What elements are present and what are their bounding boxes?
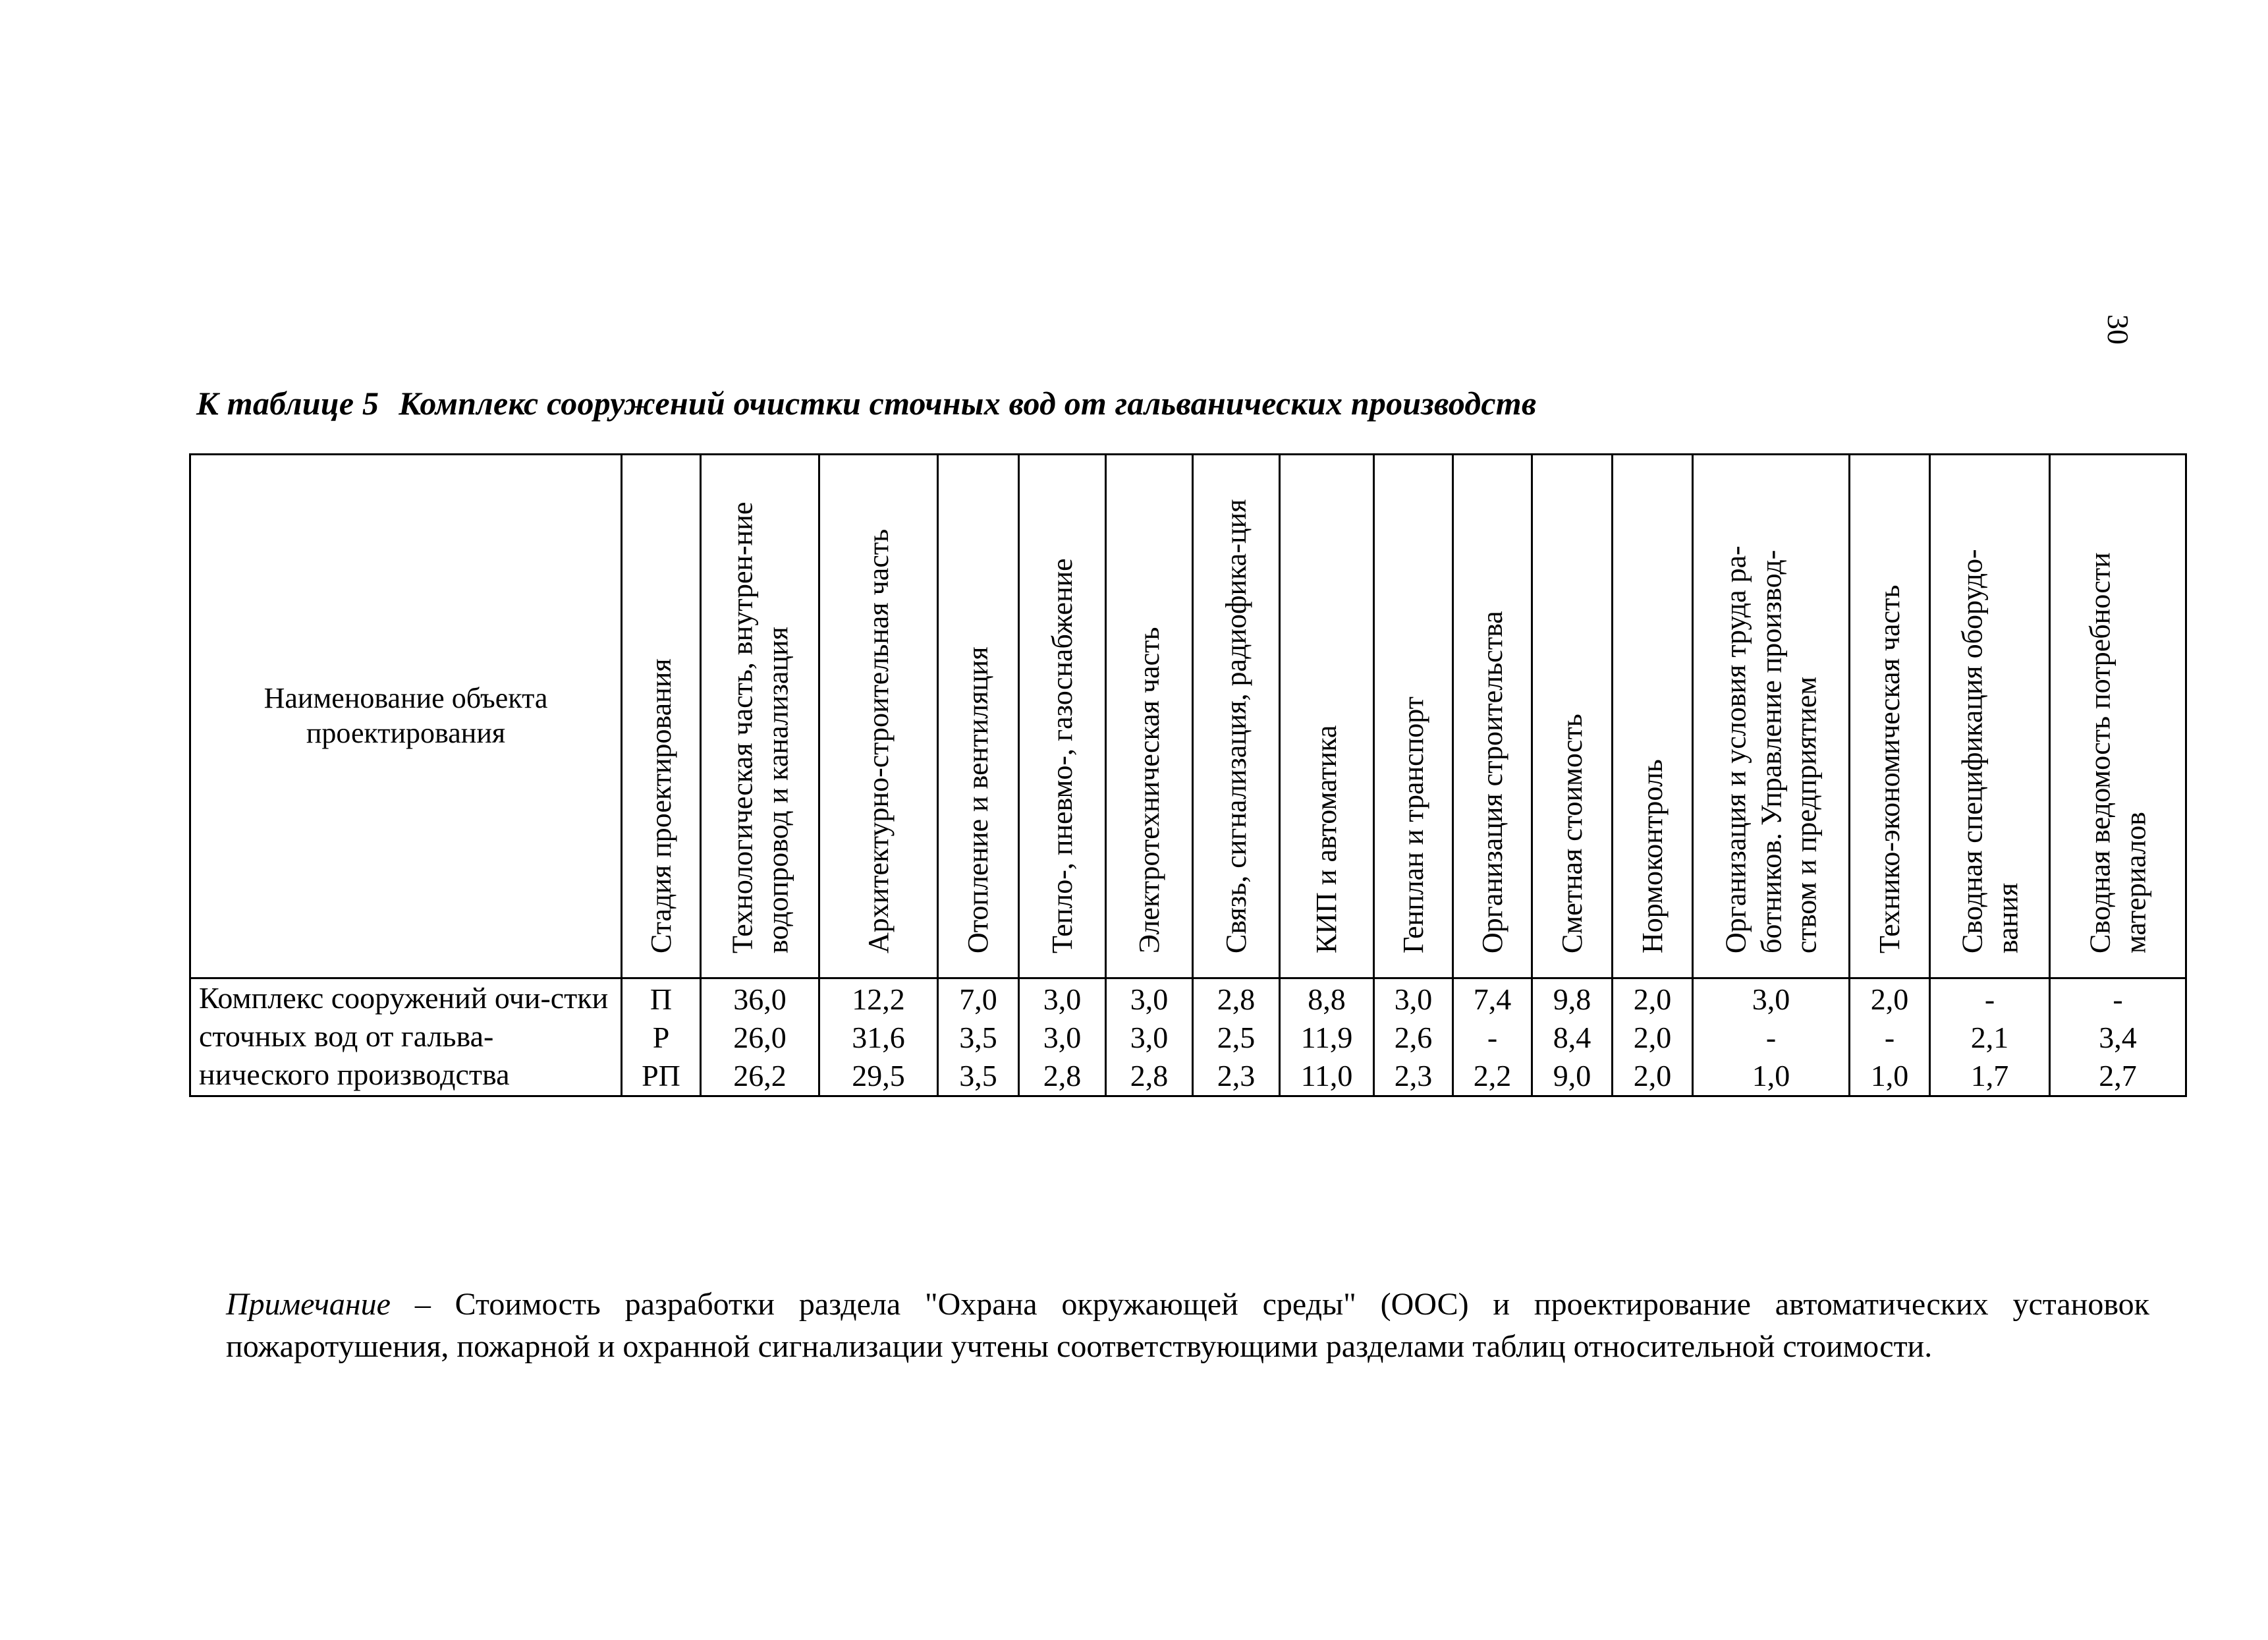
cell-value: 11,9 <box>1300 1021 1353 1054</box>
cell-value: РП <box>642 1059 680 1092</box>
cell-value: 1,7 <box>1970 1059 2009 1092</box>
header-labor-org <box>1693 455 1850 978</box>
header-row <box>190 455 2186 978</box>
header-label: Технико-экономическая часть <box>1873 584 1906 953</box>
cell-value: 2,1 <box>1970 1021 2009 1054</box>
header-heat-gas <box>1019 455 1106 978</box>
cell-value: 3,0 <box>1043 1021 1082 1054</box>
value-cell <box>1106 978 1193 1096</box>
cell-value: 3,0 <box>1394 982 1433 1016</box>
value-cell <box>2050 978 2186 1096</box>
note-label: Примечание <box>226 1287 391 1322</box>
header-label: Стадия проектирования <box>644 658 677 953</box>
cell-value: 11,0 <box>1300 1059 1353 1092</box>
header-materials <box>2050 455 2186 978</box>
cell-value: 2,6 <box>1394 1021 1433 1054</box>
header-label: Сводная ведомость потребности материалов <box>2084 552 2151 953</box>
cell-value: - <box>1765 1021 1777 1054</box>
cell-value: - <box>2113 982 2123 1016</box>
cell-value: 9,0 <box>1553 1059 1591 1092</box>
cost-table <box>189 453 2187 1097</box>
cell-value: 3,0 <box>1752 982 1790 1016</box>
cell-value: 2,5 <box>1217 1021 1256 1054</box>
table-caption <box>196 384 1536 422</box>
header-label: Технологическая часть, внутрен-ние водопровод и канализация <box>725 501 794 953</box>
cell-value: 29,5 <box>852 1059 905 1092</box>
cell-value: 3,0 <box>1130 1021 1169 1054</box>
cell-value: 2,0 <box>1633 1021 1672 1054</box>
header-equipment-spec <box>1930 455 2050 978</box>
cell-value: 8,4 <box>1553 1021 1591 1054</box>
header-label: Организация строительства <box>1476 611 1508 953</box>
cell-value: 2,3 <box>1217 1059 1256 1092</box>
header-norm-control <box>1613 455 1693 978</box>
header-label: КИП и автоматика <box>1310 725 1343 953</box>
value-cell <box>1019 978 1106 1096</box>
header-stage <box>622 455 701 978</box>
header-label: Генплан и транспорт <box>1397 696 1429 953</box>
value-cell <box>1280 978 1374 1096</box>
cell-value: 1,0 <box>1870 1059 1909 1092</box>
cell-value: 2,7 <box>2099 1059 2137 1092</box>
value-cell <box>1693 978 1850 1096</box>
header-heating <box>938 455 1019 978</box>
footnote <box>226 1284 2149 1368</box>
header-communication <box>1193 455 1280 978</box>
header-estimate <box>1532 455 1613 978</box>
value-cell <box>1193 978 1280 1096</box>
caption-prefix: К таблице 5 <box>196 385 379 422</box>
header-technological <box>701 455 819 978</box>
value-cell <box>819 978 938 1096</box>
note-text: Стоимость разработки раздела "Охрана окружающей среды" (ООС) и проектирование автоматических установок пожаротушения, пожарной и охранной сигнализации учтены соответствующими разделами таблиц относительной стоимости. <box>226 1287 2149 1364</box>
cell-value: 3,5 <box>959 1021 997 1054</box>
value-cell <box>1532 978 1613 1096</box>
cell-value: Р <box>652 1021 670 1054</box>
object-name-cell: Комплекс сооружений очи-стки сточных вод от гальва-нического производства <box>190 978 622 1096</box>
value-cell <box>1930 978 2050 1096</box>
value-cell <box>701 978 819 1096</box>
cell-value: 31,6 <box>852 1021 905 1054</box>
note-dash: – <box>390 1287 455 1322</box>
header-object-name: Наименование объекта проектирования <box>190 455 622 978</box>
value-cell <box>1374 978 1453 1096</box>
cell-value: 9,8 <box>1553 982 1591 1016</box>
stage-cell <box>622 978 701 1096</box>
header-label: Связь, сигнализация, радиофика-ция <box>1219 499 1252 953</box>
caption-title: Комплекс сооружений очистки сточных вод от гальванических производств <box>399 385 1537 422</box>
header-label: Тепло-, пневмо-, газоснабжение <box>1045 558 1078 953</box>
cell-value: 2,0 <box>1633 1059 1672 1092</box>
cell-value: 2,0 <box>1870 982 1909 1016</box>
cell-value: 8,8 <box>1308 982 1346 1016</box>
cell-value: 26,2 <box>733 1059 787 1092</box>
cell-value: - <box>1984 982 1995 1016</box>
header-label: Нормоконтроль <box>1636 759 1669 953</box>
cell-value: 7,0 <box>959 982 997 1016</box>
cell-value: 3,4 <box>2099 1021 2137 1054</box>
header-label: Архитектурно-строительная часть <box>862 528 895 953</box>
header-economic <box>1850 455 1930 978</box>
header-master-plan <box>1374 455 1453 978</box>
cell-value: 1,0 <box>1752 1059 1790 1092</box>
header-electrical <box>1106 455 1193 978</box>
cell-value: 3,0 <box>1043 982 1082 1016</box>
header-label: Электротехническая часть <box>1132 627 1165 953</box>
value-cell <box>1613 978 1693 1096</box>
header-construction-org <box>1453 455 1532 978</box>
value-cell <box>1453 978 1532 1096</box>
cell-value: - <box>1884 1021 1895 1054</box>
cell-value: - <box>1487 1021 1498 1054</box>
header-label: Сводная спецификация оборудо-вания <box>1955 549 2024 953</box>
value-cell <box>938 978 1019 1096</box>
cell-value: 2,2 <box>1473 1059 1512 1092</box>
cell-value: 7,4 <box>1473 982 1512 1016</box>
header-label: Организация и условия труда ра-ботников. Управление производ-ством и предприятием <box>1719 546 1823 953</box>
header-label: Сметная стоимость <box>1555 714 1588 953</box>
cell-value: 3,5 <box>959 1059 997 1092</box>
cell-value: 2,0 <box>1633 982 1672 1016</box>
cell-value: 12,2 <box>852 982 905 1016</box>
value-cell <box>1850 978 1930 1096</box>
cell-value: 36,0 <box>733 982 787 1016</box>
cell-value: П <box>650 982 673 1016</box>
cell-value: 26,0 <box>733 1021 787 1054</box>
cell-value: 3,0 <box>1130 982 1169 1016</box>
header-instrumentation <box>1280 455 1374 978</box>
header-label: Отопление и вентиляция <box>962 646 995 953</box>
table-row <box>190 978 2186 1096</box>
cell-value: 2,8 <box>1130 1059 1169 1092</box>
cell-value: 2,3 <box>1394 1059 1433 1092</box>
header-architectural <box>819 455 938 978</box>
cell-value: 2,8 <box>1217 982 1256 1016</box>
page-number: 30 <box>2101 314 2135 345</box>
cell-value: 2,8 <box>1043 1059 1082 1092</box>
